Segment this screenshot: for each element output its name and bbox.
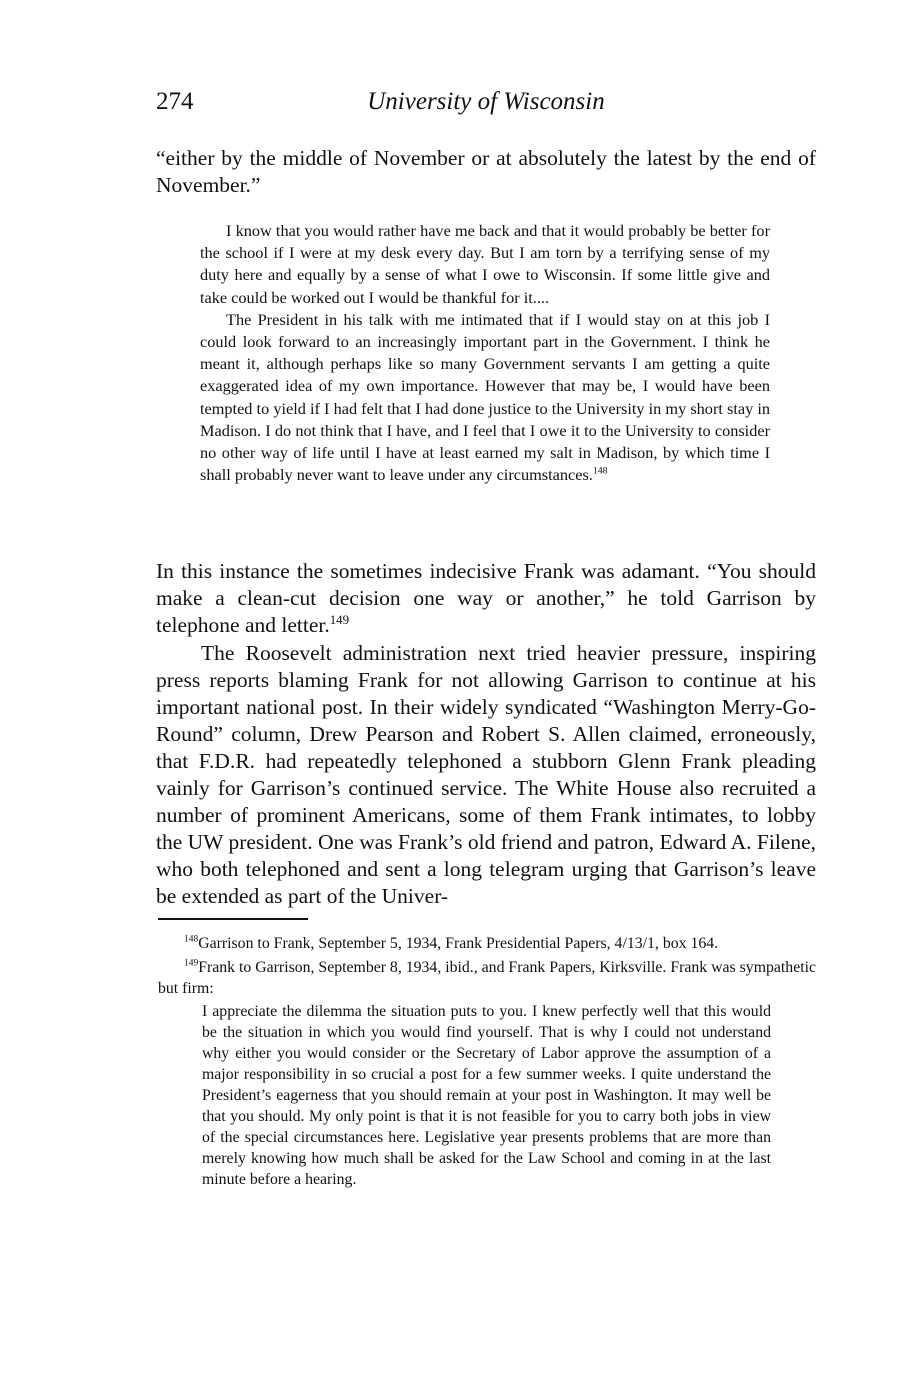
running-title: University of Wisconsin (367, 88, 605, 115)
body-paragraph-1: “either by the middle of November or at absolutely the latest by the end of November.” (156, 146, 816, 197)
block-quote-paragraph-1: I know that you would rather have me back and that it would probably be better for the school if I were at my desk every day. But I am torn by a terrifying sense of my duty here and equally by a sense of what I owe to Wisconsin. If some little give and take could be worked out I would be thankful for it.... (200, 221, 770, 307)
body-paragraph-2 (156, 558, 816, 639)
body-paragraph-2-text: In this instance the sometimes indecisive Frank was adamant. “You should make a clean-cut decision one way or another,” he told Garrison by telephone and letter. (156, 559, 816, 637)
footnote-148-text: Garrison to Frank, September 5, 1934, Frank Presidential Papers, 4/13/1, box 164. (198, 935, 719, 952)
body-paragraph-3: The Roosevelt administration next tried heavier pressure, inspiring press reports blaming Frank for not allowing Garrison to continue at his important national post. In their widely syndicated “Washington Merry-Go-Round” column, Drew Pearson and Robert S. Allen claimed, erroneously, that F.D.R. had repeatedly telephoned a stubborn Glenn Frank pleading vainly for Garrison’s continued service. The White House also recruited a number of prominent Americans, some of them Frank intimates, to lobby the UW president. One was Frank’s old friend and patron, Edward A. Filene, who both telephoned and sent a long telegram urging that Garrison’s leave be extended as part of the Univer- (156, 641, 816, 908)
footnote-149-quote: I appreciate the dilemma the situation puts to you. I knew perfectly well that this would be the situation in which you would find yourself. That is why I could not understand why either you would consider or the Secretary of Labor approve the assumption of a major responsibility in so crucial a post for a few summer weeks. I quite understand the President’s eagerness that you should remain at your post in Washington. It may well be that you should. My only point is that it is not feasible for you to carry both jobs in view of the special circumstances here. Legislative year presents problems that are more than merely knowing how much shall be asked for the Law School and coming in at the last minute before a hearing. (202, 1003, 771, 1188)
footnote-148-mark: 148 (184, 934, 199, 945)
footnote-148 (158, 933, 816, 954)
block-quote-paragraph-2-text: The President in his talk with me intimated that if I would stay on at this job I could look forward to an increasingly important part in the Government. I think he meant it, although perhaps like so many Government servants I am getting a quite exaggerated idea of my own importance. However that may be, I would have been tempted to yield if I had felt that I had done justice to the University in my short stay in Madison. I do not think that I have, and I feel that I owe it to the University to consider no other way of life until I have at least earned my salt in Madison, by which time I shall probably never want to leave under any circumstances. (200, 309, 770, 485)
footnote-149-mark: 149 (184, 958, 199, 969)
block-quote (200, 220, 770, 486)
footnote-divider (158, 918, 308, 920)
page-number: 274 (156, 88, 194, 115)
footnote-149 (158, 957, 816, 999)
footnote-ref-148: 148 (592, 465, 608, 477)
footnote-ref-149: 149 (329, 612, 350, 627)
footnote-149-text: Frank to Garrison, September 8, 1934, ibid., and Frank Papers, Kirksville. Frank was sympathetic but firm: (158, 959, 816, 997)
block-quote-paragraph-2 (200, 309, 770, 487)
page-header (156, 88, 816, 122)
